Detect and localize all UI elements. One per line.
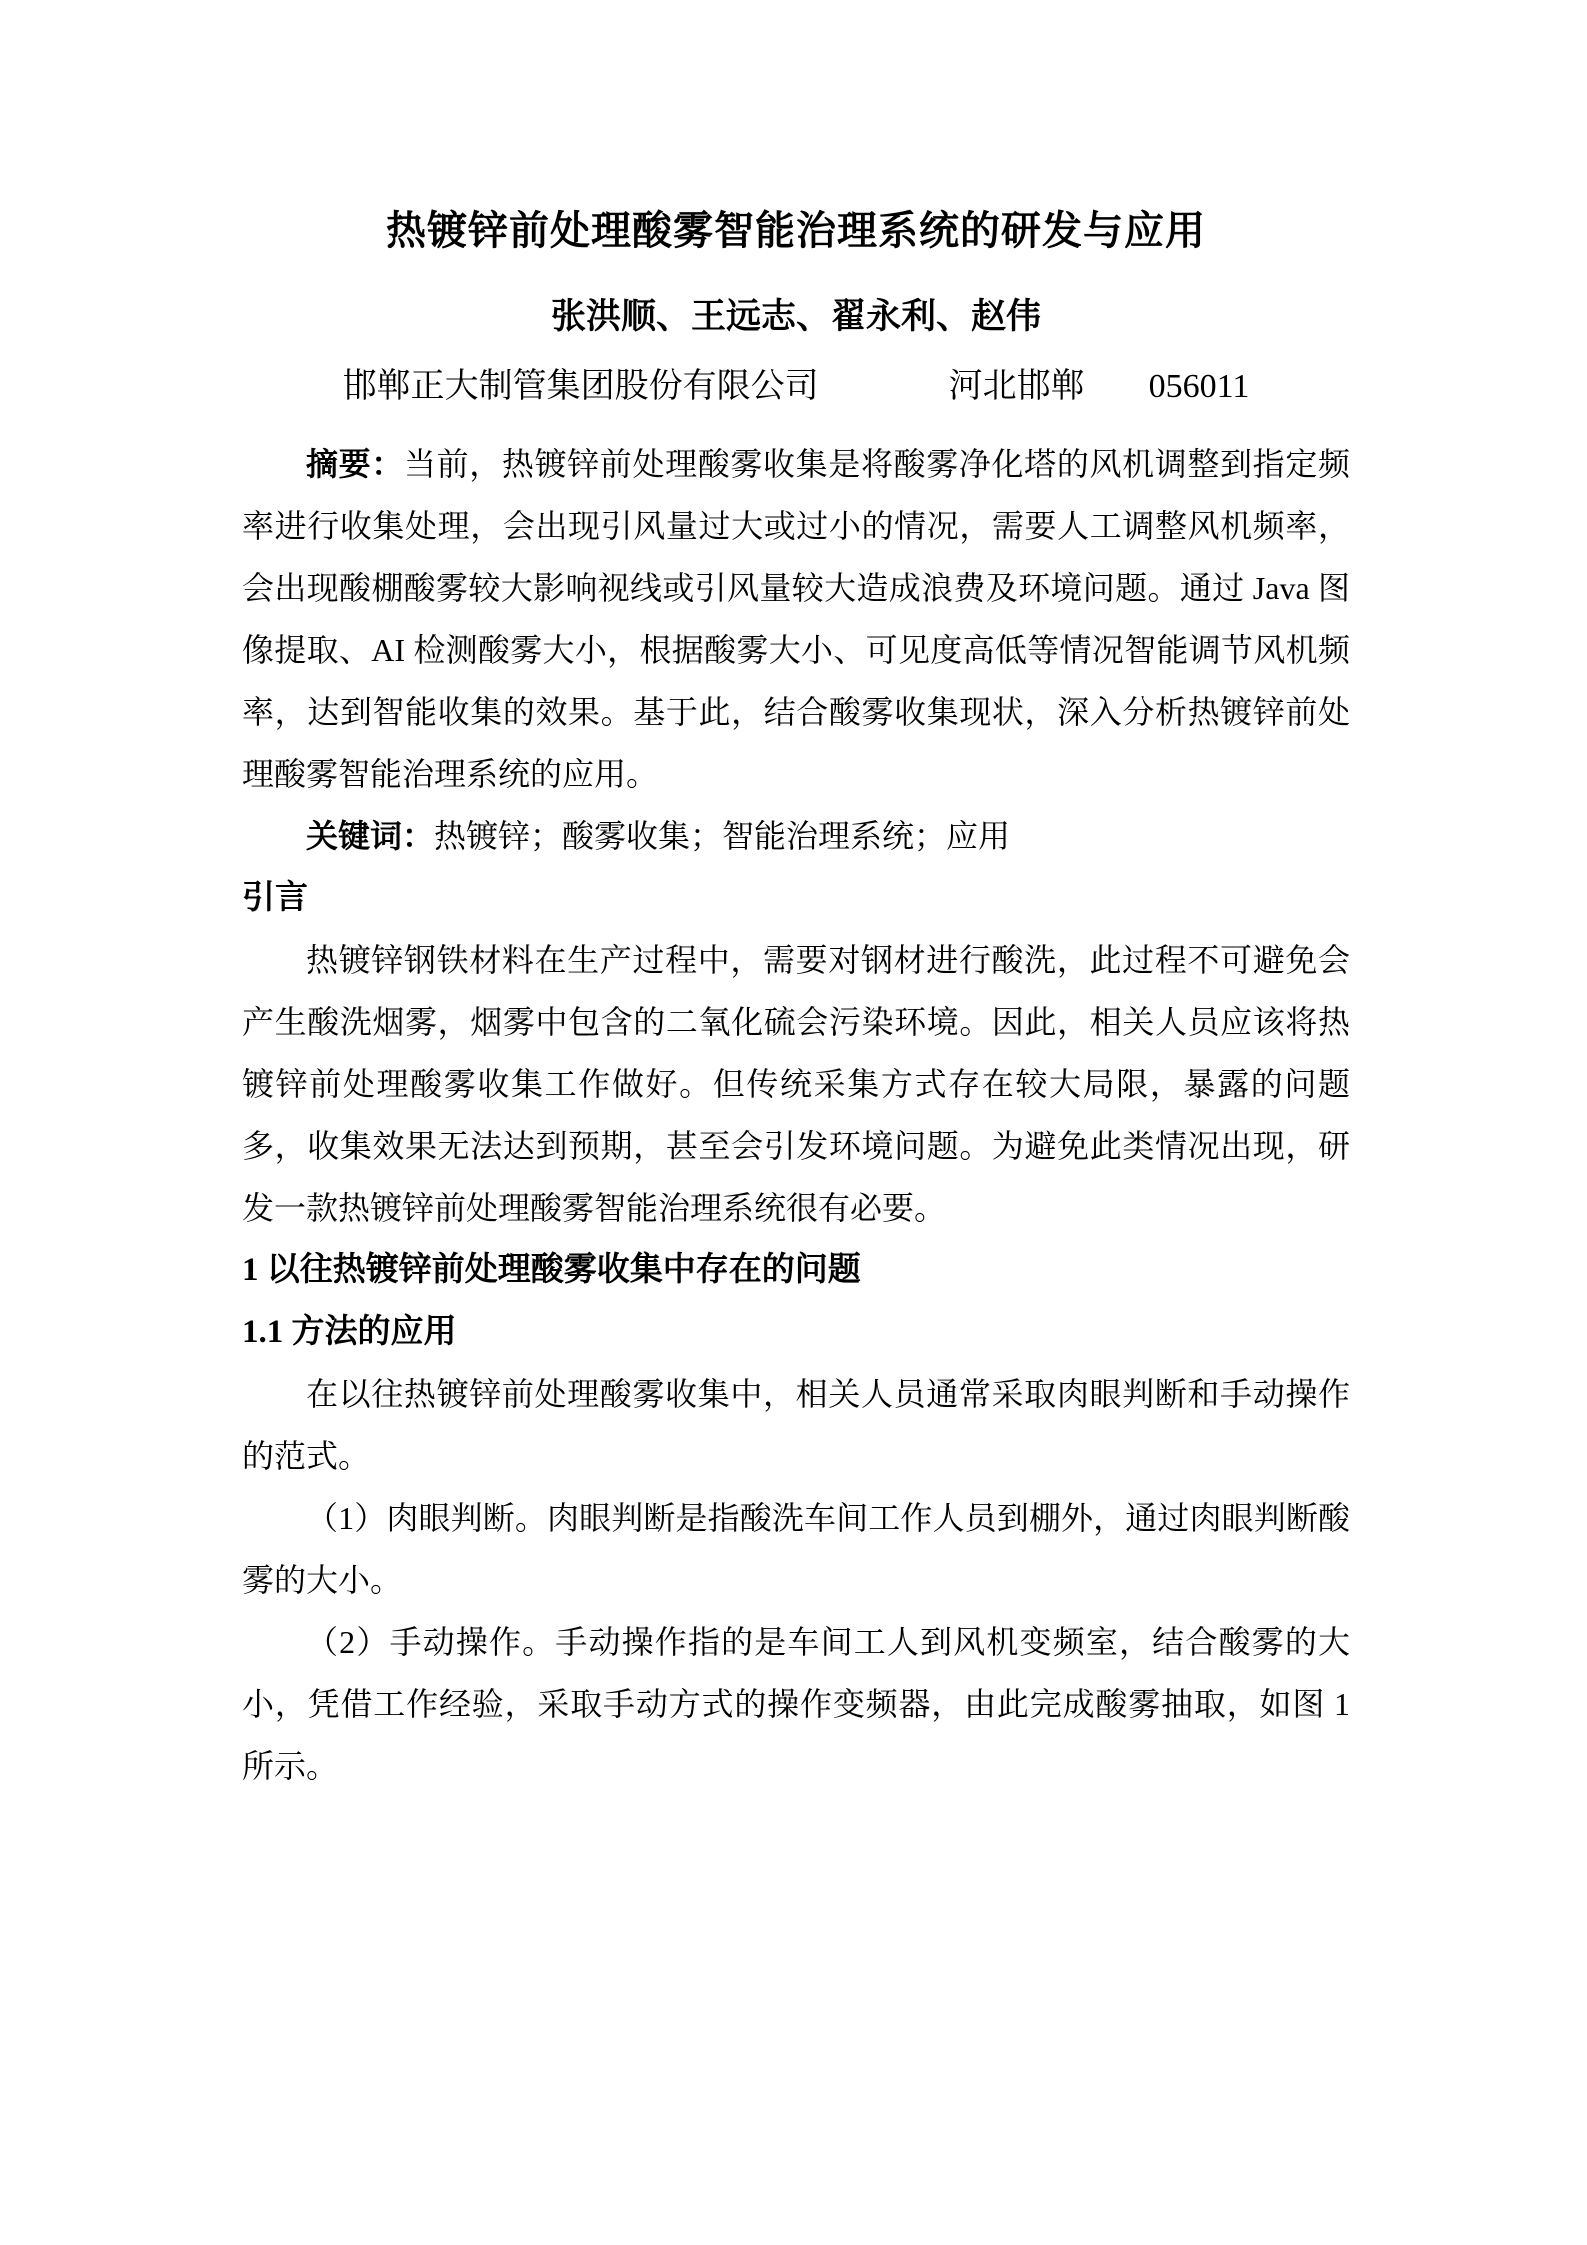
abstract-label: 摘要： <box>306 446 404 482</box>
paper-authors: 张洪顺、王远志、翟永利、赵伟 <box>550 297 1041 336</box>
introduction-paragraph: 热镀锌钢铁材料在生产过程中，需要对钢材进行酸洗，此过程不可避免会产生酸洗烟雾，烟雾中包含的二氧化硫会污染环境。因此，相关人员应该将热镀锌前处理酸雾收集工作做好。但传统采集方式存在较大局限，暴露的问题多，收集效果无法达到预期，甚至会引发环境问题。为避免此类情况出现，研发一款热镀锌前处理酸雾智能治理系统很有必要。 <box>242 942 1350 1226</box>
affiliation-region: 河北邯郸 <box>948 368 1085 405</box>
abstract-text: 当前，热镀锌前处理酸雾收集是将酸雾净化塔的风机调整到指定频率进行收集处理，会出现引风量过大或过小的情况，需要人工调整风机频率，会出现酸棚酸雾较大影响视线或引风量较大造成浪费及环境问题。通过 Java 图像提取、AI 检测酸雾大小，根据酸雾大小、可见度高低等情况智能调节风机频率，达到智能收集的效果。基于此，结合酸雾收集现状，深入分析热镀锌前处理酸雾智能治理系统的应用。 <box>242 446 1350 792</box>
keywords-text: 热镀锌；酸雾收集；智能治理系统；应用 <box>434 818 1011 854</box>
heading-introduction: 引言 <box>242 880 308 916</box>
keywords-line <box>242 805 1350 867</box>
paper-title: 热镀锌前处理酸雾智能治理系统的研发与应用 <box>386 208 1206 253</box>
abstract-paragraph <box>242 433 1350 805</box>
affiliation-organization: 邯郸正大制管集团股份有限公司 <box>342 368 819 405</box>
paper-affiliation <box>242 365 1350 409</box>
heading-section-1: 1 以往热镀锌前处理酸雾收集中存在的问题 <box>242 1252 861 1288</box>
method-manual-operation-paragraph: （2）手动操作。手动操作指的是车间工人到风机变频室，结合酸雾的大小，凭借工作经验，采取手动方式的操作变频器，由此完成酸雾抽取，如图 1 所示。 <box>242 1624 1350 1784</box>
paper-body <box>242 433 1350 1797</box>
heading-section-1-1: 1.1 方法的应用 <box>242 1314 457 1350</box>
affiliation-postal-code: 056011 <box>1148 368 1250 405</box>
keywords-label: 关键词： <box>306 818 435 854</box>
methods-overview-paragraph: 在以往热镀锌前处理酸雾收集中，相关人员通常采取肉眼判断和手动操作的范式。 <box>242 1376 1350 1474</box>
method-visual-judgement-paragraph: （1）肉眼判断。肉眼判断是指酸洗车间工作人员到棚外，通过肉眼判断酸雾的大小。 <box>242 1500 1350 1598</box>
